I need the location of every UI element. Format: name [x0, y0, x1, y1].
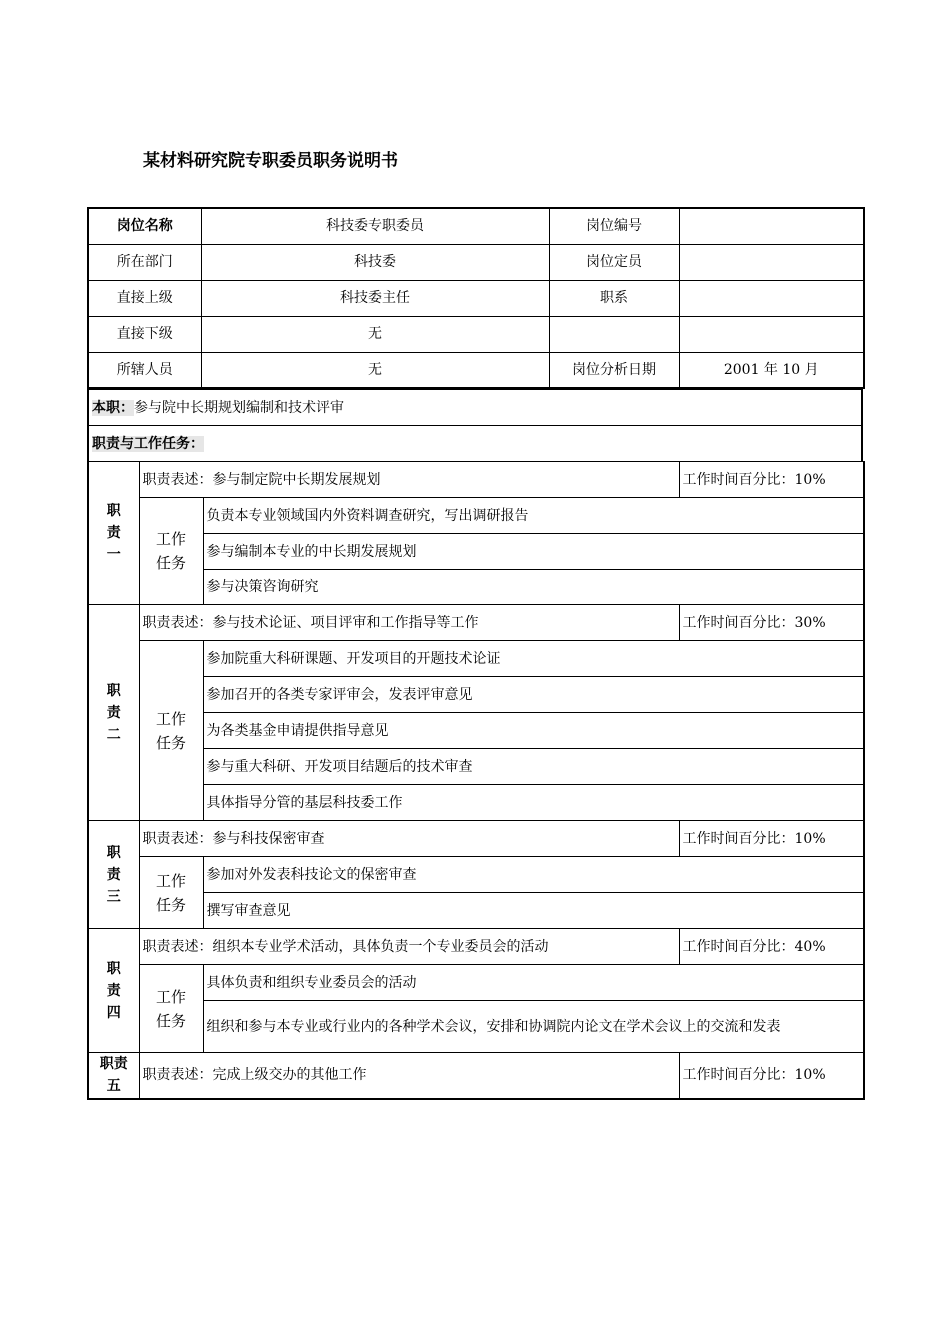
duty-2-label: 职 责 二: [88, 605, 139, 821]
duty-1-task-3: 参与决策咨询研究: [203, 570, 864, 605]
duty-5-pct: 工作时间百分比：10%: [679, 1053, 864, 1099]
value-direct-superior: 科技委主任: [201, 280, 549, 316]
label-position-name: 岗位名称: [88, 208, 201, 244]
benzhi-text: 参与院中长期规划编制和技术评审: [134, 399, 344, 416]
duty-4-task-label: 工作 任务: [139, 965, 203, 1053]
duty-3-task-label: 工作 任务: [139, 857, 203, 929]
label-department: 所在部门: [88, 244, 201, 280]
duty-2-task-2: 参加召开的各类专家评审会，发表评审意见: [203, 677, 864, 713]
label-direct-subordinate: 直接下级: [88, 316, 201, 352]
label-job-family: 职系: [549, 280, 679, 316]
value-empty: [679, 316, 864, 352]
value-department: 科技委: [201, 244, 549, 280]
duty-4-pct: 工作时间百分比：40%: [679, 929, 864, 965]
duty-4-task-2: 组织和参与本专业或行业内的各种学术会议，安排和协调院内论文在学术会议上的交流和发表: [203, 1001, 864, 1053]
duty-3-task-2: 撰写审查意见: [203, 893, 864, 929]
value-analysis-date: 2001 年 10 月: [679, 352, 864, 388]
duty-1-task-1: 负责本专业领域国内外资料调查研究，写出调研报告: [203, 498, 864, 534]
benzhi-label: 本职：: [92, 399, 134, 416]
document-title: 某材料研究院专职委员职务说明书: [143, 151, 398, 171]
duty-2-task-4: 参与重大科研、开发项目结题后的技术审查: [203, 749, 864, 785]
duty-1-task-label: 工作 任务: [139, 498, 203, 605]
duty-1-task-2: 参与编制本专业的中长期发展规划: [203, 534, 864, 570]
duty-1-desc: 职责表述：参与制定院中长期发展规划: [139, 462, 679, 498]
duty-2-task-5: 具体指导分管的基层科技委工作: [203, 785, 864, 821]
value-staff: 无: [201, 352, 549, 388]
value-direct-subordinate: 无: [201, 316, 549, 352]
duty-3-desc: 职责表述：参与科技保密审查: [139, 821, 679, 857]
duty-1-pct: 工作时间百分比：10%: [679, 462, 864, 498]
duties-header: 职责与工作任务：: [92, 435, 204, 452]
value-position-number: [679, 208, 864, 244]
duty-5-desc: 职责表述：完成上级交办的其他工作: [139, 1053, 679, 1099]
duty-3-label: 职 责 三: [88, 821, 139, 929]
duty-2-task-label: 工作 任务: [139, 641, 203, 821]
label-staff: 所辖人员: [88, 352, 201, 388]
duties-header-row: [88, 426, 862, 462]
value-job-family: [679, 280, 864, 316]
label-position-number: 岗位编号: [549, 208, 679, 244]
value-position-name: 科技委专职委员: [201, 208, 549, 244]
label-empty: [549, 316, 679, 352]
duty-4-desc: 职责表述：组织本专业学术活动，具体负责一个专业委员会的活动: [139, 929, 679, 965]
duty-1-label: 职 责 一: [88, 462, 139, 605]
duty-5-label: 职责 五: [88, 1053, 139, 1099]
duty-3-task-1: 参加对外发表科技论文的保密审查: [203, 857, 864, 893]
label-direct-superior: 直接上级: [88, 280, 201, 316]
summary-table: [87, 389, 863, 462]
duty-2-task-3: 为各类基金申请提供指导意见: [203, 713, 864, 749]
duty-2-pct: 工作时间百分比：30%: [679, 605, 864, 641]
duty-4-label: 职 责 四: [88, 929, 139, 1053]
duty-2-desc: 职责表述：参与技术论证、项目评审和工作指导等工作: [139, 605, 679, 641]
benzhi-row: [88, 390, 862, 426]
label-headcount: 岗位定员: [549, 244, 679, 280]
value-headcount: [679, 244, 864, 280]
duty-2-task-1: 参加院重大科研课题、开发项目的开题技术论证: [203, 641, 864, 677]
duty-3-pct: 工作时间百分比：10%: [679, 821, 864, 857]
label-analysis-date: 岗位分析日期: [549, 352, 679, 388]
duty-4-task-1: 具体负责和组织专业委员会的活动: [203, 965, 864, 1001]
duties-table: [87, 461, 865, 1100]
job-info-table: [87, 207, 865, 389]
